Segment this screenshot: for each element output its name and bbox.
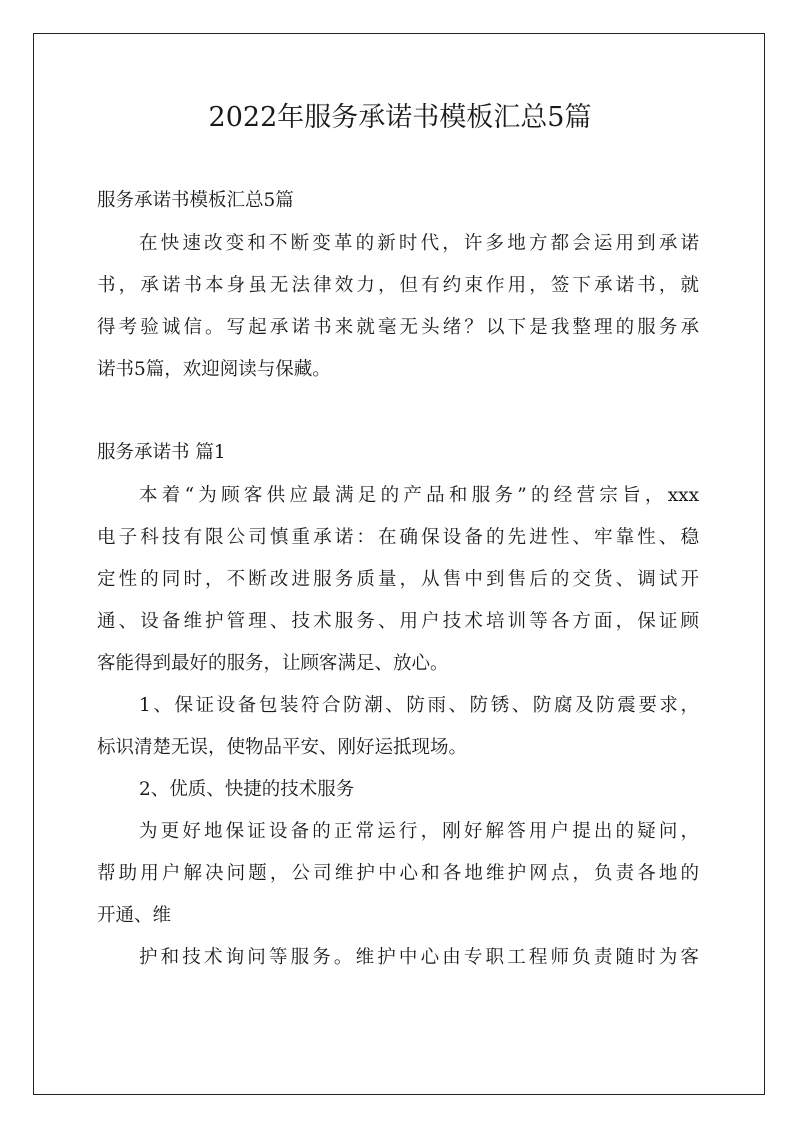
paragraph-line: 帮助用户解决问题，公司维护中心和各地维护网点，负责各地的 — [97, 863, 699, 884]
list-item-line: 1、保证设备包装符合防潮、防雨、防锈、防腐及防震要求， — [139, 695, 699, 716]
section-heading: 服务承诺书模板汇总5篇 — [97, 190, 294, 211]
paragraph-line: 客能得到最好的服务，让顾客满足、放心。 — [97, 653, 449, 674]
paragraph-line: 电子科技有限公司慎重承诺：在确保设备的先进性、牢靠性、稳 — [97, 527, 699, 548]
paragraph-line: 诺书5篇，欢迎阅读与保藏。 — [97, 359, 331, 380]
document-title: 2022年服务承诺书模板汇总5篇 — [208, 102, 592, 133]
paragraph-line: 为更好地保证设备的正常运行，刚好解答用户提出的疑问， — [139, 821, 699, 842]
paragraph-line: 在快速改变和不断变革的新时代，许多地方都会运用到承诺 — [139, 233, 699, 254]
list-item-line: 标识清楚无误，使物品平安、刚好运抵现场。 — [97, 737, 468, 758]
paragraph-line: 护和技术询问等服务。维护中心由专职工程师负责随时为客 — [139, 947, 699, 968]
list-item-heading: 2、优质、快捷的技术服务 — [139, 779, 355, 800]
paragraph-line: 通、设备维护管理、技术服务、用户技术培训等各方面，保证顾 — [97, 611, 699, 632]
paragraph-line: 定性的同时，不断改进服务质量，从售中到售后的交货、调试开 — [97, 569, 699, 590]
section-heading: 服务承诺书 篇1 — [97, 442, 226, 463]
paragraph-line: 书，承诺书本身虽无法律效力，但有约束作用，签下承诺书，就 — [97, 275, 699, 296]
paragraph-line: 本着“为顾客供应最满足的产品和服务”的经营宗旨，xxx — [139, 485, 699, 506]
paragraph-line: 开通、维 — [97, 905, 172, 926]
paragraph-line: 得考验诚信。写起承诺书来就毫无头绪？以下是我整理的服务承 — [97, 317, 699, 338]
